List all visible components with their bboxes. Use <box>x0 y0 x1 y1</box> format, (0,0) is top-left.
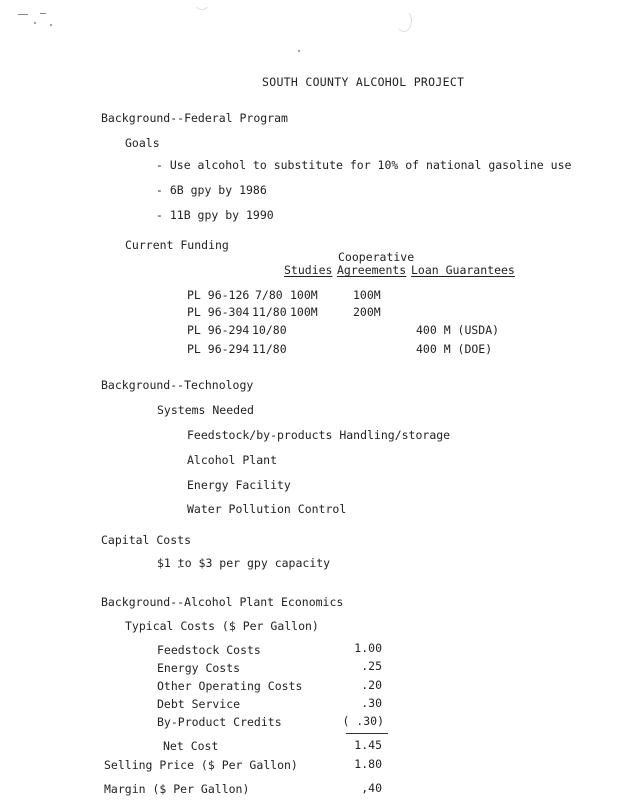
capital-cost-value: $1 to $3 per gpy capacity <box>157 556 331 570</box>
scan-speck <box>298 50 300 52</box>
cost-label: By-Product Credits <box>157 715 282 729</box>
funding-law: PL 96-126 <box>187 288 250 302</box>
section-heading-federal: Background--Federal Program <box>101 111 288 125</box>
cost-label: Energy Costs <box>157 661 241 675</box>
funding-law: PL 96-294 <box>187 323 250 337</box>
funding-loan: 400 M (USDA) <box>416 323 500 337</box>
total-rule <box>346 733 388 734</box>
cost-label: Feedstock Costs <box>157 643 261 657</box>
col-header-coop-line1: Cooperative <box>338 250 415 264</box>
section-heading-economics: Background--Alcohol Plant Economics <box>101 595 344 609</box>
page-title: SOUTH COUNTY ALCOHOL PROJECT <box>262 75 465 89</box>
cost-label: Debt Service <box>157 697 241 711</box>
cost-value: .25 <box>361 659 382 673</box>
system-item: Feedstock/by-products Handling/storage <box>187 428 451 442</box>
funding-label: Current Funding <box>125 238 229 252</box>
hole-punch-shadow <box>396 10 412 32</box>
cost-value: .30 <box>361 696 382 710</box>
funding-law: PL 96-304 <box>187 305 250 319</box>
funding-date: 11/80 <box>252 305 287 319</box>
col-header-loan: Loan Guarantees <box>411 263 515 277</box>
net-cost-label: Net Cost <box>163 739 219 753</box>
section-heading-technology: Background--Technology <box>101 378 254 392</box>
system-item: Water Pollution Control <box>187 502 347 516</box>
margin-label: Margin ($ Per Gallon) <box>104 782 250 796</box>
cost-value: 1.00 <box>354 641 382 655</box>
funding-date: 7/80 <box>255 288 283 302</box>
goal-item: - 11B gpy by 1990 <box>156 208 274 222</box>
cost-value: ( .30) <box>342 714 384 728</box>
funding-studies: 100M <box>290 288 318 302</box>
hole-punch-shadow <box>194 0 210 10</box>
scan-speck <box>34 22 36 24</box>
systems-label: Systems Needed <box>157 403 254 417</box>
system-item: Energy Facility <box>187 478 291 492</box>
funding-law: PL 96-294 <box>187 342 250 356</box>
scan-speck <box>40 13 46 14</box>
funding-date: 11/80 <box>252 342 287 356</box>
col-header-coop-line2: Agreements <box>337 263 407 277</box>
section-heading-capital: Capital Costs <box>101 533 192 547</box>
selling-price-value: 1.80 <box>354 757 382 771</box>
col-header-studies: Studies <box>284 263 333 277</box>
system-item: Alcohol Plant <box>187 453 278 467</box>
typical-costs-label: Typical Costs ($ Per Gallon) <box>125 619 319 633</box>
funding-loan: 400 M (DOE) <box>416 342 493 356</box>
funding-coop: 100M <box>353 288 381 302</box>
selling-price-label: Selling Price ($ Per Gallon) <box>104 758 298 772</box>
goal-item: - Use alcohol to substitute for 10% of national gasoline use <box>156 158 572 172</box>
goals-label: Goals <box>125 136 160 150</box>
funding-date: 10/80 <box>252 323 287 337</box>
margin-value: ,40 <box>361 781 382 795</box>
scan-speck <box>18 14 28 15</box>
funding-studies: 100M <box>290 305 318 319</box>
cost-label: Other Operating Costs <box>157 679 303 693</box>
funding-coop: 200M <box>353 305 381 319</box>
net-cost-value: 1.45 <box>354 738 382 752</box>
cost-value: .20 <box>361 678 382 692</box>
scan-speck <box>50 24 52 26</box>
goal-item: - 6B gpy by 1986 <box>156 183 267 197</box>
